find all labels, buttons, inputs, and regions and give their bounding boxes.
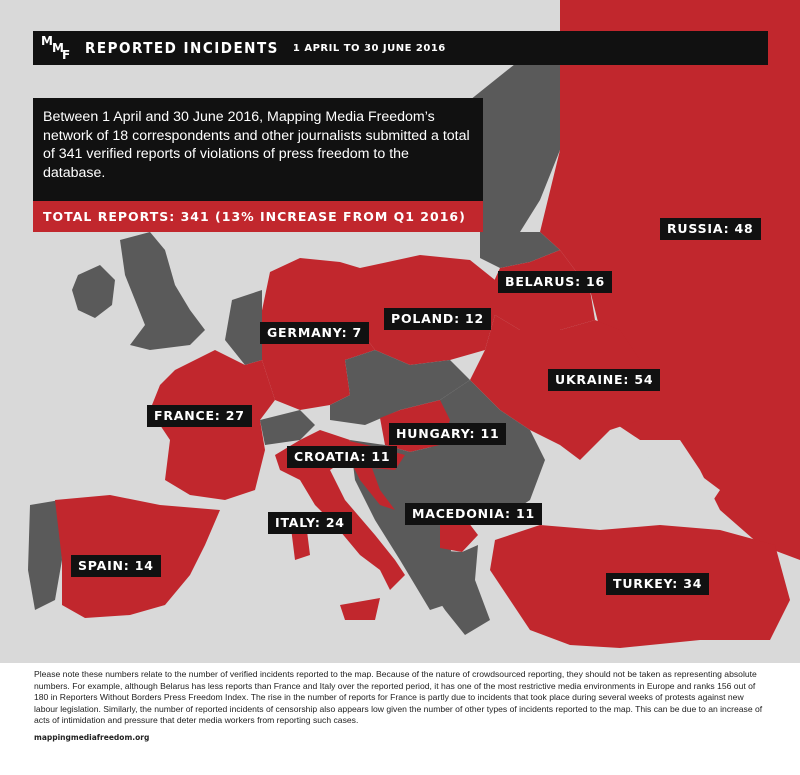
label-ukraine: UKRAINE: 54 xyxy=(548,369,660,391)
logo-letter: M xyxy=(41,34,53,48)
footnote-text: Please note these numbers relate to the number of verified incidents reported to the map. Because of the nature of crowdsourced reporting, they should not be taken as representing absolute numbers. For example, although Belarus has less reports than France and Italy over the reported period, it has one of the most restrictive media environments in Europe and ranks 156 out of 180 in Reporters Without Borders Press Freedom Index. The rise in the number of reports for France is partly due to incidents that took place during several weeks of protests against new labour legislation. Similarly, the number of reported incidents of censorship also appears low given the number of other types of incidents reported to the map. This can be due to an increase of acts of intimidation and pressure that deter media workers from reporting such cases. xyxy=(34,669,763,726)
label-italy: ITALY: 24 xyxy=(268,512,352,534)
total-reports: TOTAL REPORTS: 341 (13% INCREASE FROM Q1 2016) xyxy=(33,201,483,232)
label-spain: SPAIN: 14 xyxy=(71,555,161,577)
footnote xyxy=(0,663,800,775)
label-russia: RUSSIA: 48 xyxy=(660,218,761,240)
header-title: REPORTED INCIDENTS xyxy=(85,39,279,57)
label-germany: GERMANY: 7 xyxy=(260,322,369,344)
header-dates: 1 APRIL TO 30 JUNE 2016 xyxy=(292,42,446,54)
mmf-logo xyxy=(39,33,75,63)
label-turkey: TURKEY: 34 xyxy=(606,573,709,595)
label-hungary: HUNGARY: 11 xyxy=(389,423,506,445)
header-bar xyxy=(33,31,768,65)
logo-letter: F xyxy=(62,48,71,62)
intro-text: Between 1 April and 30 June 2016, Mapping Media Freedom’s network of 18 correspondents and other journalists submitted a total of 341 verified reports of violations of press freedom to the database. xyxy=(33,98,483,201)
label-macedonia: MACEDONIA: 11 xyxy=(405,503,542,525)
label-croatia: CROATIA: 11 xyxy=(287,446,397,468)
label-france: FRANCE: 27 xyxy=(147,405,252,427)
website-link[interactable]: mappingmediafreedom.org xyxy=(34,732,150,742)
label-belarus: BELARUS: 16 xyxy=(498,271,612,293)
logo-letter: M xyxy=(52,41,64,55)
label-poland: POLAND: 12 xyxy=(384,308,491,330)
